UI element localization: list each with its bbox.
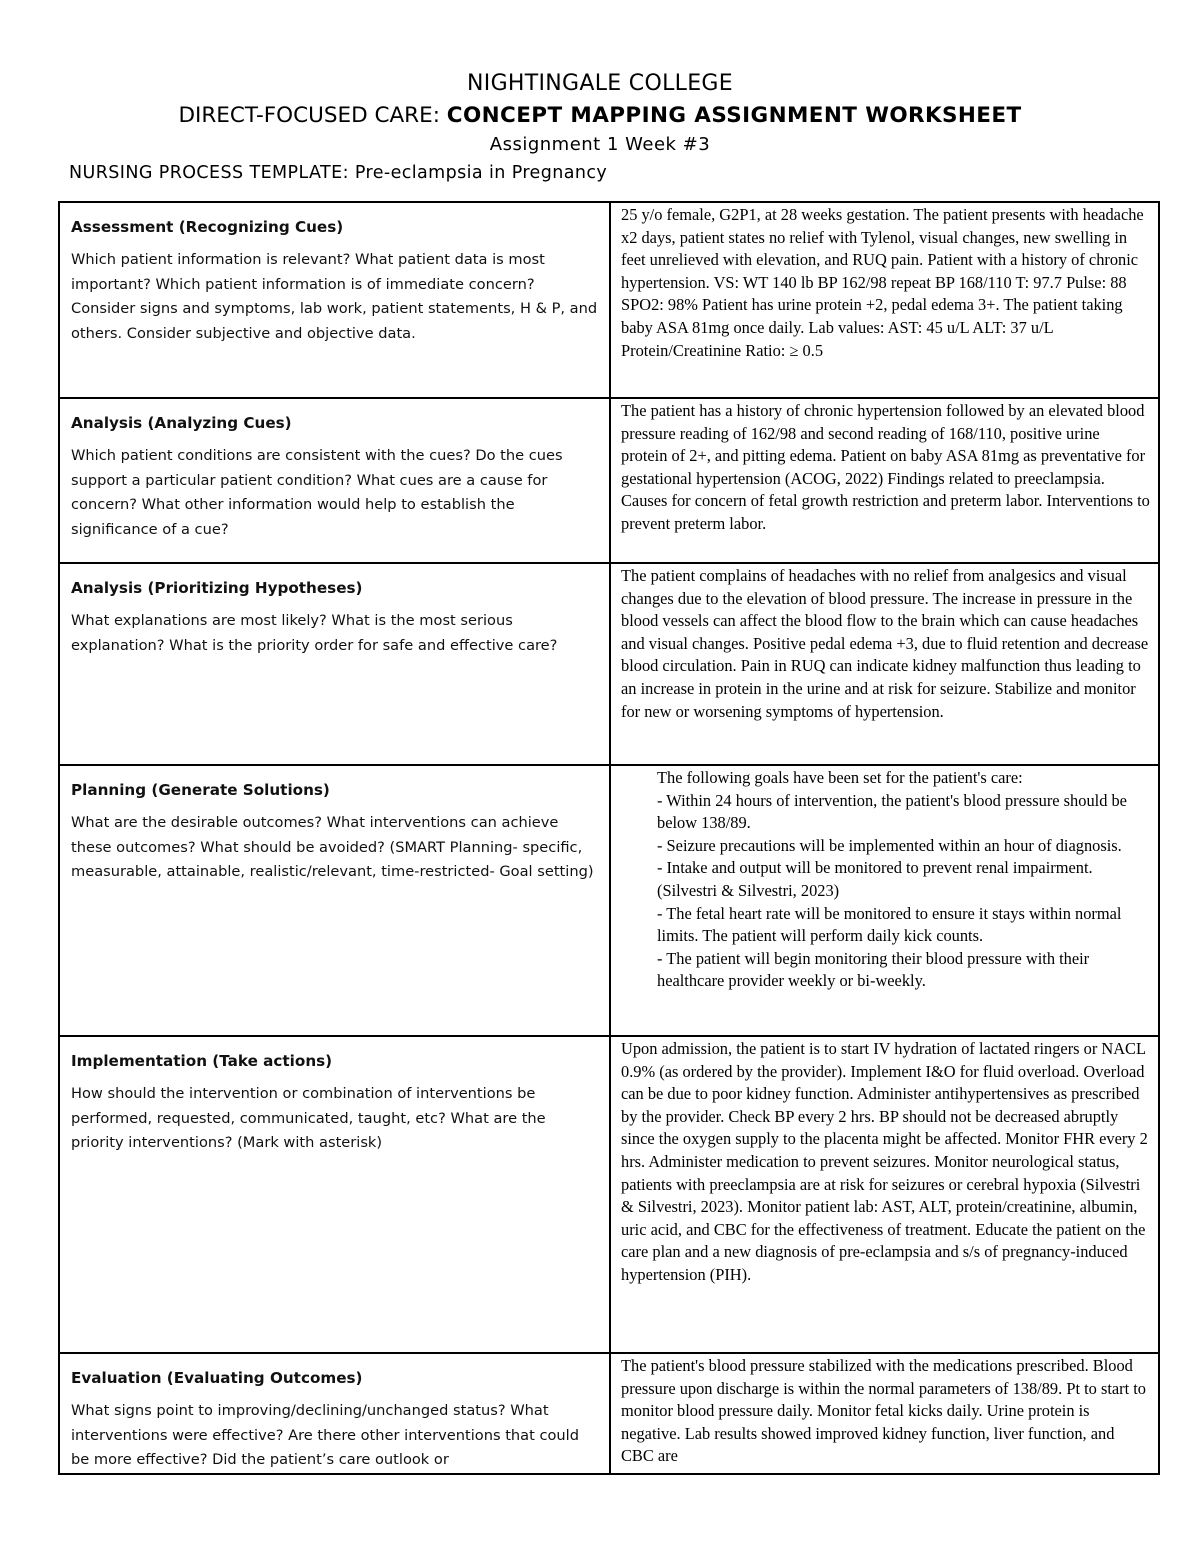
goal-item: The following goals have been set for the patient's care: xyxy=(657,768,1023,787)
goal-item: - The patient will begin monitoring their blood pressure with their healthcare provider weekly or bi-weekly. xyxy=(657,948,1090,991)
prioritizing-prompt-cell xyxy=(59,563,610,765)
section-title: Assessment (Recognizing Cues) xyxy=(71,218,344,236)
table-row-prioritizing-hypotheses xyxy=(59,563,1159,765)
worksheet-title-bold: CONCEPT MAPPING ASSIGNMENT WORKSHEET xyxy=(446,103,1022,128)
section-answer: The patient complains of headaches with no relief from analgesics and visual changes due to the elevation of blood pressure. The increase in pressure in the blood vessels can affect the blood flow to the brain which can cause headaches and visual changes. Positive pedal edema +3, due to fluid retention and decrease blood circulation. Pain in RUQ can indicate kidney malfunction thus leading to an increase in protein in the urine and at risk for seizure. Stabilize and monitor for new or worsening symptoms of hypertension. xyxy=(621,566,1149,721)
section-answer: The patient has a history of chronic hypertension followed by an elevated blood pressure reading of 162/98 and second reading of 168/110, positive urine protein of 2+, and pitting edema. Patient on baby ASA 81mg as preventative for gestational hypertension (ACOG, 2022) Findings related to preeclampsia. Causes for concern of fetal growth restriction and preterm labor. Interventions to prevent preterm labor. xyxy=(621,401,1150,533)
section-prompt: What explanations are most likely? What is the most serious explanation? What is the priority order for safe and effective care? xyxy=(71,612,558,654)
section-title: Implementation (Take actions) xyxy=(71,1052,333,1070)
assignment-label: Assignment 1 Week #3 xyxy=(489,134,711,155)
worksheet-title-prefix: DIRECT-FOCUSED CARE: xyxy=(178,103,447,128)
prioritizing-answer-cell xyxy=(610,563,1159,765)
assessment-prompt-cell xyxy=(59,202,610,398)
goal-item: - The fetal heart rate will be monitored to ensure it stays within normal limits. The patient will perform daily kick counts. xyxy=(657,903,1122,946)
goal-item: - Intake and output will be monitored to prevent renal impairment. (Silvestri & Silvestri, 2023) xyxy=(657,858,1093,900)
section-title: Analysis (Prioritizing Hypotheses) xyxy=(71,579,363,597)
section-answer: The patient's blood pressure stabilized with the medications prescribed. Blood pressure upon discharge is within the normal parameters of 138/89. Pt to start to monitor blood pressure daily. Monitor fetal kicks daily. Urine protein is negative. Lab results showed improved kidney function, liver function, and CBC are xyxy=(621,1356,1147,1466)
planning-answer-cell xyxy=(610,765,1159,1036)
section-prompt: How should the intervention or combination of interventions be performed, requested, communicated, taught, etc? What are the priority interventions? (Mark with asterisk) xyxy=(71,1085,546,1152)
college-name: NIGHTINGALE COLLEGE xyxy=(467,71,733,96)
evaluation-prompt-cell xyxy=(59,1353,610,1474)
analyzing-cues-prompt-cell xyxy=(59,398,610,563)
section-prompt: What are the desirable outcomes? What interventions can achieve these outcomes? What should be avoided? (SMART Planning- specific, measurable, attainable, realistic/relevant, time-restricted- Goal setting) xyxy=(71,814,594,881)
analyzing-cues-answer-cell xyxy=(610,398,1159,563)
worksheet-header xyxy=(0,68,1200,158)
assessment-answer-cell xyxy=(610,202,1159,398)
section-answer: Upon admission, the patient is to start IV hydration of lactated ringers or NACL 0.9% (as ordered by the provider). Implement I&O for fluid overload. Overload can be due to poor kidney function. Administer antihypertensives as prescribed by the provider. Check BP every 2 hrs. BP should not be decreased abruptly since the oxygen supply to the placenta might be affected. Monitor FHR every 2 hrs. Administer medication to prevent seizures. Monitor neurological status, patients with preeclampsia are at risk for seizures or cerebral hypoxia (Silvestri & Silvestri, 2023). Monitor patient lab: AST, ALT, protein/creatinine, albumin, uric acid, and CBC for the effectiveness of treatment. Educate the patient on the care plan and a new diagnosis of pre-eclampsia and s/s of pregnancy-induced hypertension (PIH). xyxy=(621,1039,1148,1284)
section-prompt: What signs point to improving/declining/unchanged status? What interventions were effective? Are there other interventions that could be more effective? Did the patient’s care outlook or xyxy=(71,1402,579,1469)
goal-item: - Seizure precautions will be implemented within an hour of diagnosis. xyxy=(657,835,1122,855)
planning-prompt-cell xyxy=(59,765,610,1036)
table-row-assessment xyxy=(59,202,1159,398)
implementation-prompt-cell xyxy=(59,1036,610,1353)
section-title: Analysis (Analyzing Cues) xyxy=(71,414,292,432)
section-prompt: Which patient conditions are consistent with the cues? Do the cues support a particular patient condition? What cues are a cause for concern? What other information would help to establish the significance of a cue? xyxy=(71,447,563,538)
goal-item: - Within 24 hours of intervention, the patient's blood pressure should be below 138/89. xyxy=(657,790,1127,833)
table-row-implementation xyxy=(59,1036,1159,1353)
table-row-planning xyxy=(59,765,1159,1036)
table-row-analyzing-cues xyxy=(59,398,1159,563)
implementation-answer-cell xyxy=(610,1036,1159,1353)
worksheet-title xyxy=(0,100,1200,132)
table-row-evaluation xyxy=(59,1353,1159,1474)
section-prompt: Which patient information is relevant? What patient data is most important? Which patient information is of immediate concern? Consider signs and symptoms, lab work, patient statements, H & P, and others. Consider subjective and objective data. xyxy=(71,251,598,342)
concept-map-table xyxy=(58,201,1160,1475)
section-answer: 25 y/o female, G2P1, at 28 weeks gestation. The patient presents with headache x2 days, patient states no relief with Tylenol, visual changes, new swelling in feet unrelieved with elevation, and RUQ pain. Patient with a history of chronic hypertension. VS: WT 140 lb BP 162/98 repeat BP 168/110 T: 97.7 Pulse: 88 SPO2: 98% Patient has urine protein +2, pedal edema 3+. The patient taking baby ASA 81mg once daily. Lab values: AST: 45 u/L ALT: 37 u/L Protein/Creatinine Ratio: ≥ 0.5 xyxy=(621,205,1144,360)
section-title: Planning (Generate Solutions) xyxy=(71,781,330,799)
template-label: NURSING PROCESS TEMPLATE: Pre-eclampsia in Pregnancy xyxy=(69,163,608,183)
evaluation-answer-cell xyxy=(610,1353,1159,1474)
goals-list xyxy=(621,767,1150,993)
section-title: Evaluation (Evaluating Outcomes) xyxy=(71,1369,363,1387)
